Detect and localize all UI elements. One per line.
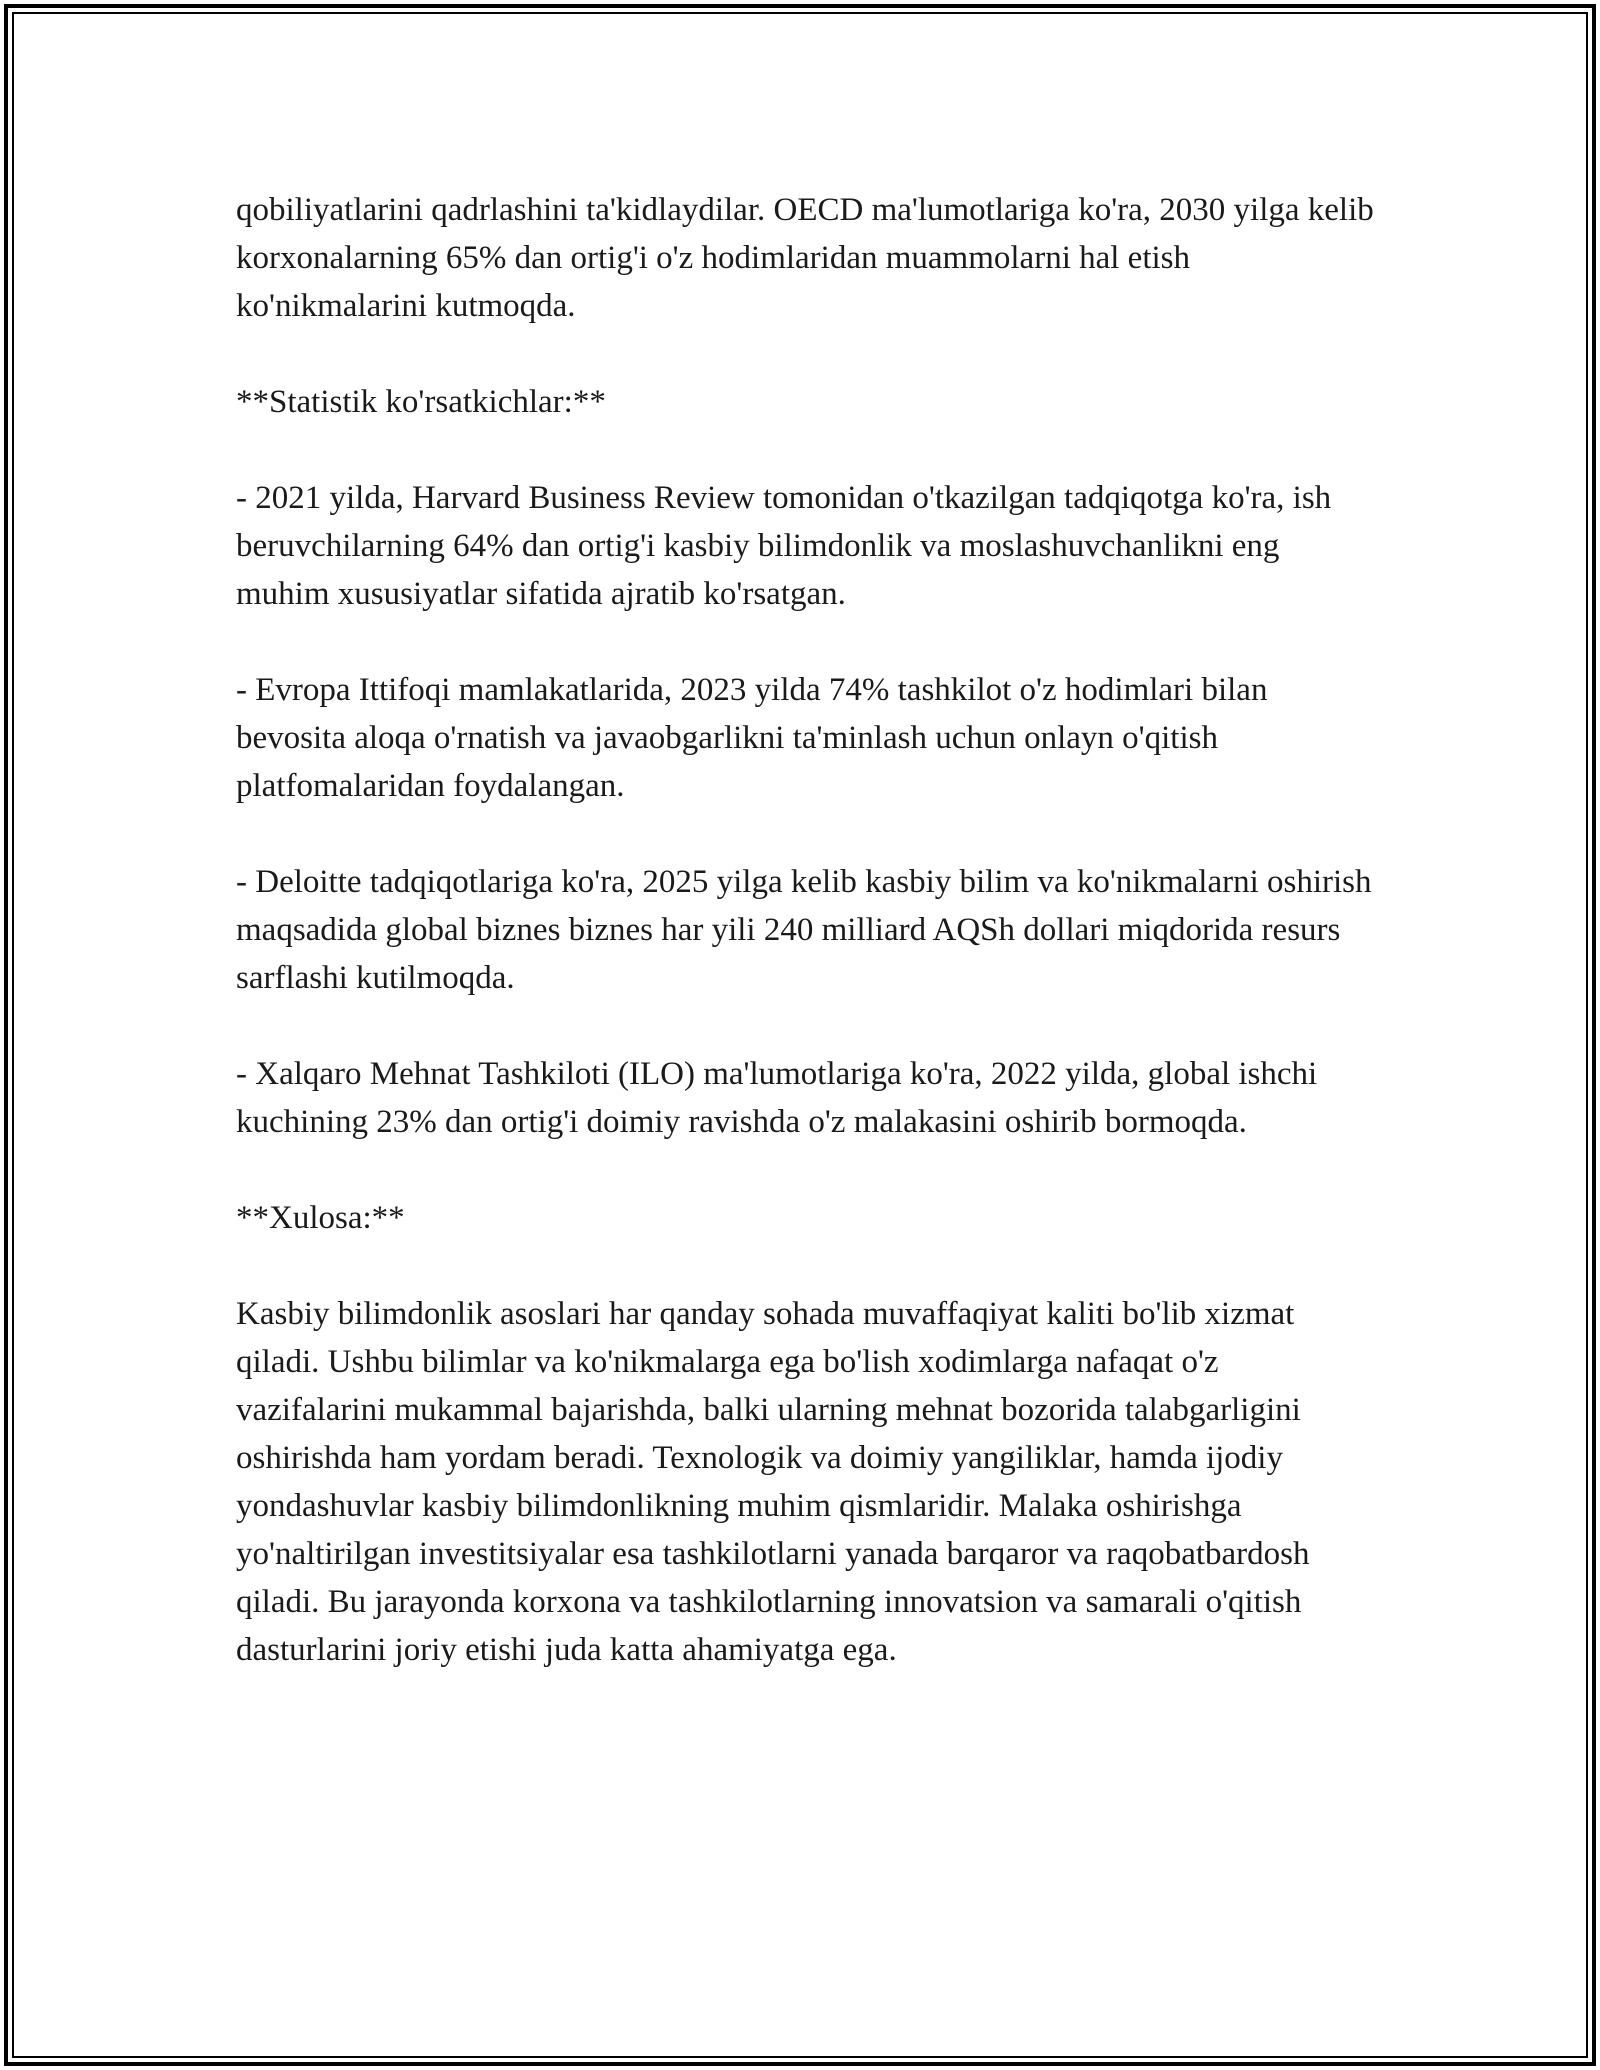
paragraph-conclusion: Kasbiy bilimdonlik asoslari har qanday sohada muvaffaqiyat kaliti bo'lib xizmat qiladi. Ushbu bilimlar va ko'nikmalarga ega bo'lish xodimlarga nafaqat o'z vazifalarini mukammal bajarishda, balki ularning mehnat bozorida talabgarligini oshirishda ham yordam beradi. Texnologik va doimiy yangiliklar, hamda ijodiy yondashuvlar kasbiy bilimdonlikning muhim qismlaridir. Malaka oshirishga yo'naltirilgan investitsiyalar esa tashkilotlarni yanada barqaror va raqobatbardosh qiladi. Bu jarayonda korxona va tashkilotlarning innovatsion va samarali o'qitish dasturlarini joriy etishi juda katta ahamiyatga ega. bbox=[236, 1296, 1310, 1668]
list-item-harvard: - 2021 yilda, Harvard Business Review tomonidan o'tkazilgan tadqiqotga ko'ra, ish beruvchilarning 64% dan ortig'i kasbiy bilimdonlik va moslashuvchanlikni eng muhim xususiyatlar sifatida ajratib ko'rsatgan. bbox=[236, 480, 1332, 612]
document-body bbox=[236, 186, 1376, 1674]
list-item-eu: - Evropa Ittifoqi mamlakatlarida, 2023 yilda 74% tashkilot o'z hodimlari bilan bevosita aloqa o'rnatish va javaobgarlikni ta'minlash uchun onlayn o'qitish platfomalaridan foydalangan. bbox=[236, 672, 1268, 804]
list-item-deloitte: - Deloitte tadqiqotlariga ko'ra, 2025 yilga kelib kasbiy bilim va ko'nikmalarni oshirish maqsadida global biznes biznes har yili 240 milliard AQSh dollari miqdorida resurs sarflashi kutilmoqda. bbox=[236, 864, 1372, 996]
heading-conclusion: **Xulosa:** bbox=[236, 1200, 405, 1236]
list-item-ilo: - Xalqaro Mehnat Tashkiloti (ILO) ma'lumotlariga ko'ra, 2022 yilda, global ishchi kuchining 23% dan ortig'i doimiy ravishda o'z malakasini oshirib bormoqda. bbox=[236, 1056, 1318, 1140]
heading-statistics: **Statistik ko'rsatkichlar:** bbox=[236, 384, 606, 420]
paragraph-intro-continuation: qobiliyatlarini qadrlashini ta'kidlaydilar. OECD ma'lumotlariga ko'ra, 2030 yilga kelib korxonalarning 65% dan ortig'i o'z hodimlaridan muammolarni hal etish ko'nikmalarini kutmoqda. bbox=[236, 192, 1374, 324]
